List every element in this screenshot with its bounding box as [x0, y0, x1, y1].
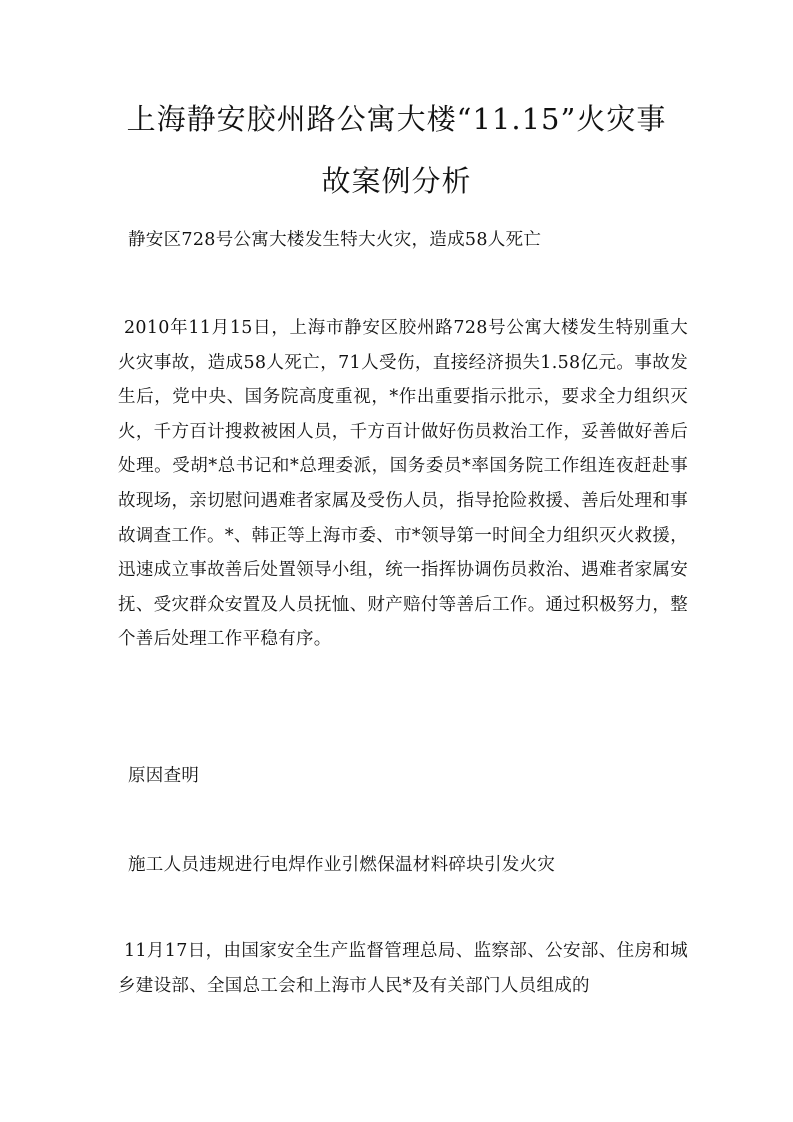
document-subtitle: 静安区728号公寓大楼发生特大火灾，造成58人死亡 [128, 230, 542, 250]
body-paragraph-1: 2010年11月15日，上海市静安区胶州路728号公寓大楼发生特别重大火灾事故，造成58人死亡，71人受伤，直接经济损失1.58亿元。事故发生后，党中央、国务院高度重视，*作出重要指示批示，要求全力组织灭火，千方百计搜救被困人员，千方百计做好伤员救治工作，妥善做好善后处理。受胡*总书记和*总理委派，国务委员*率国务院工作组连夜赶赴事故现场，亲切慰问遇难者家属及受伤人员，指导抢险救援、善后处理和事故调查工作。*、韩正等上海市委、市*领导第一时间全力组织灭火救援，迅速成立事故善后处置领导小组，统一指挥协调伤员救治、遇难者家属安抚、受灾群众安置及人员抚恤、财产赔付等善后工作。通过积极努力，整个善后处理工作平稳有序。 [118, 318, 688, 650]
document-title: 上海静安胶州路公寓大楼“11.15”火灾事故案例分析 [126, 102, 667, 198]
body-paragraph-2: 11月17日，由国家安全生产监督管理总局、监察部、公安部、住房和城乡建设部、全国总工会和上海市人民*及有关部门人员组成的 [118, 941, 688, 996]
section-subheading-cause: 施工人员违规进行电焊作业引燃保温材料碎块引发火灾 [128, 855, 556, 875]
section-heading-cause: 原因查明 [128, 766, 200, 786]
